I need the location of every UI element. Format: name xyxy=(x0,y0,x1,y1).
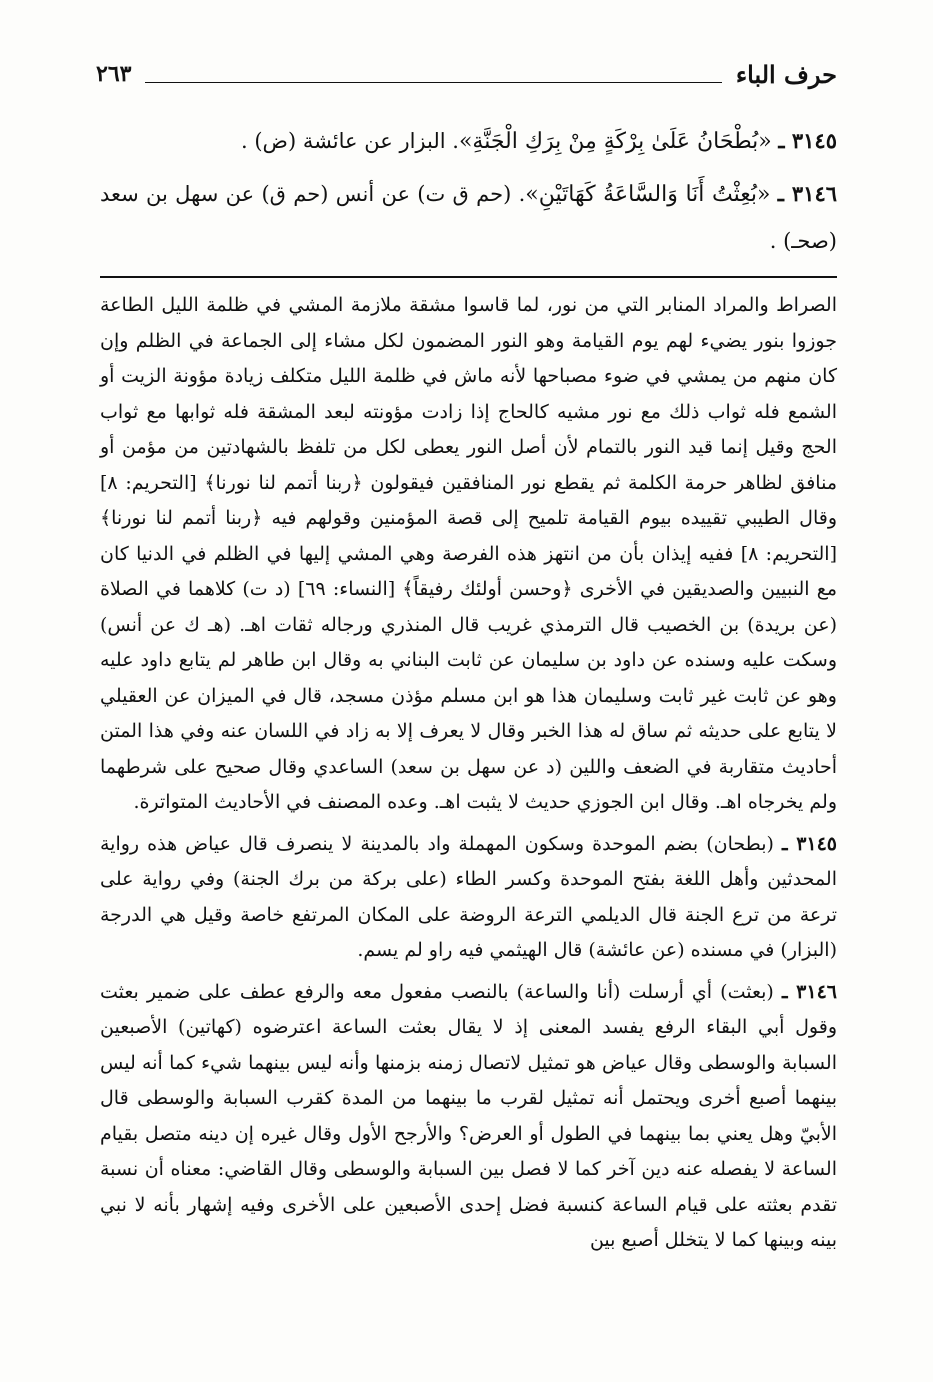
commentary-body: (بعثت) أي أرسلت (أنا والساعة) بالنصب مفعول معه والرفع عطف على ضمير بعثت وقول أبي البقاء الرفع يفسد المعنى إذ لا يقال بعثت الساعة اعترضوه (كهاتين) الأصبعين السبابة والوسطى وقال عياض هو تمثيل لاتصال زمنه بزمنها وأنه ليس بينهما شيء كما أنه ليس بينهما أصبع أخرى ويحتمل أنه تمثيل لقرب ما بينهما من المدة كقرب السبابة والوسطى قال الأبيّ وهل يعني بما بينهما في الطول أو العرض؟ والأرجح الأول وقال غيره إن دينه متصل بقيام الساعة لا يفصله عنه دين آخر كما لا فصل بين السبابة والوسطى وقال القاضي: معناه أن نسبة تقدم بعثته على قيام الساعة كنسبة فضل إحدى الأصبعين على الأخرى وفيه إشهار بأنه لا نبي بينه وبينها كما لا يتخلل أصبع بين xyxy=(100,980,837,1251)
commentary-body: الصراط والمراد المنابر التي من نور، لما قاسوا مشقة ملازمة المشي في ظلمة الليل الطاعة جوزوا بنور يضيء لهم يوم القيامة وهو النور المضمون لكل مشاء إلى الجماعة في الظلم وإن كان منهم من يمشي في ضوء مصباحها لأنه ماش في ظلمة الليل متكلف زيادة مؤونة الزيت أو الشمع فله ثواب ذلك مع نور مشيه كالحاج إذا زادت مؤونته لبعد المشقة فله ثوابها مع ثواب الحج وقيل إنما قيد النور بالتمام لأن أصل النور يعطى لكل من تلفظ بالشهادتين من مؤمن أو منافق لظاهر حرمة الكلمة ثم يقطع نور المنافقين فيقولون ﴿ربنا أتمم لنا نورنا﴾ [التحريم: ٨] وقال الطيبي تقييده بيوم القيامة تلميح إلى قصة المؤمنين وقولهم فيه ﴿ربنا أتمم لنا نورنا﴾ [التحريم: ٨] ففيه إيذان بأن من انتهز هذه الفرصة وهي المشي إليها في الظلم في الدنيا كان مع النبيين والصديقين في الأخرى ﴿وحسن أولئك رفيقاً﴾ [النساء: ٦٩] (د ت) كلاهما في الصلاة (عن بريدة) بن الخصيب قال الترمذي غريب قال المنذري ورجاله ثقات اهـ. (هـ ك عن أنس) وسكت عليه وسنده عن داود بن سليمان عن ثابت البناني به وقال ابن طاهر لم يتابع داود عليه وهو عن ثابت غير ثابت وسليمان هذا هو ابن مسلم مؤذن مسجد، قال في الميزان عن العقيلي لا يتابع على حديثه ثم ساق له هذا الخبر وقال لا يعرف إلا به زاد في اللسان عنه وفي هذا المتن أحاديث متقاربة في الضعف واللين (د عن سهل بن سعد) الساعدي وقال صحيح على شرطهما ولم يخرجاه اهـ. وقال ابن الجوزي حديث لا يثبت اهـ. وعده المصنف في الأحاديث المتواترة. xyxy=(100,294,837,813)
commentary-number: ٣١٤٦ ـ xyxy=(781,980,837,1003)
page-header xyxy=(96,52,837,96)
running-title: حرف الباء xyxy=(735,59,837,89)
header-rule xyxy=(145,82,721,83)
page-number: ٢٦٣ xyxy=(96,61,132,87)
hadith-quote: «بُطْحَانُ عَلَىٰ بِرْكَةٍ مِنْ بِرَكِ الْجَنَّةِ» xyxy=(458,129,772,154)
hadith-number: ٣١٤٦ ـ xyxy=(777,181,838,206)
hadith-text xyxy=(100,118,837,270)
hadith-number: ٣١٤٥ ـ xyxy=(778,128,837,153)
commentary-number: ٣١٤٥ ـ xyxy=(781,832,838,855)
hadith-source: . (حم ق ت) عن أنس (حم ق) عن سهل بن سعد (صحـ) . xyxy=(100,182,837,253)
hadith-3145 xyxy=(100,118,837,165)
commentary-paragraph xyxy=(100,975,837,1259)
commentary-paragraph xyxy=(100,288,837,821)
commentary-body: (بطحان) بضم الموحدة وسكون المهملة واد بالمدينة لا ينصرف قال عياض هذه رواية المحدثين وأهل اللغة بفتح الموحدة وكسر الطاء (على بركة من برك الجنة) وفي رواية على ترعة من ترع الجنة قال الديلمي الترعة الروضة على المكان المرتفع خاصة وقيل هي الدرجة (البزار) في مسنده (عن عائشة) قال الهيثمي فيه راو لم يسم. xyxy=(100,832,837,961)
commentary-text xyxy=(100,288,837,1265)
hadith-quote: «بُعِثْتُ أَنَا وَالسَّاعَةُ كَهَاتَيْنِ» xyxy=(525,182,771,207)
section-separator xyxy=(100,276,837,278)
hadith-3146 xyxy=(100,171,837,264)
hadith-source: . البزار عن عائشة (ض) . xyxy=(241,129,459,153)
commentary-paragraph xyxy=(100,827,837,969)
